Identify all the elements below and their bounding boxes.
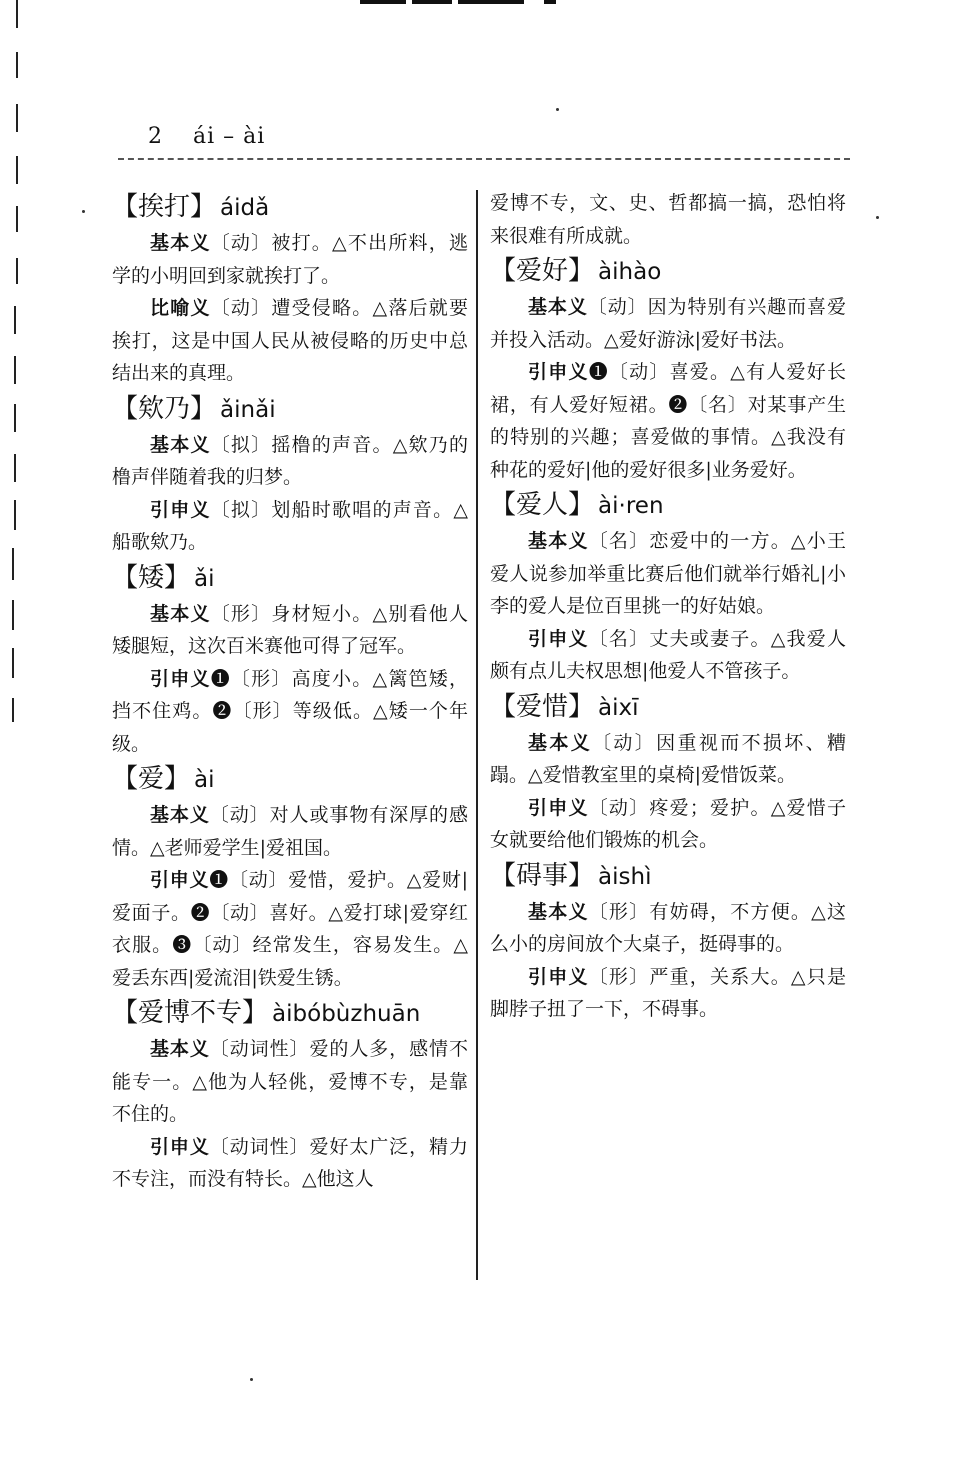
dictionary-entry bbox=[112, 188, 468, 390]
entry-pinyin: áidǎ bbox=[220, 195, 270, 221]
left-column bbox=[112, 188, 468, 1196]
column-divider bbox=[476, 190, 478, 1280]
page-header bbox=[148, 124, 265, 149]
page-number: 2 bbox=[148, 124, 163, 149]
entry-sense: 基本义〔形〕有妨碍，不方便。△这么小的房间放个大桌子，挺碍事的。 bbox=[490, 900, 846, 955]
entry-pinyin: ǎinǎi bbox=[220, 396, 276, 423]
entry-headword: 【爱惜】 àixī bbox=[490, 691, 639, 722]
dictionary-entry bbox=[490, 252, 846, 486]
entry-pinyin: àihào bbox=[598, 259, 662, 285]
entry-headword: 【爱博不专】 àibóbùzhuān bbox=[112, 998, 421, 1028]
right-column bbox=[490, 187, 846, 1026]
entry-headword: 【爱人】 ài·ren bbox=[490, 490, 664, 520]
entry-sense: 基本义〔名〕恋爱中的一方。△小王爱人说参加举重比赛后他们就举行婚礼|小李的爱人是位百里挑一的好姑娘。 bbox=[490, 530, 846, 617]
entry-sense: 基本义〔拟〕摇橹的声音。△欸乃的橹声伴随着我的归梦。 bbox=[112, 433, 468, 488]
entry-pinyin: àixī bbox=[598, 694, 639, 721]
scan-speck bbox=[876, 216, 879, 219]
entry-sense: 基本义〔动〕因重视而不损坏、糟蹋。△爱惜教室里的桌椅|爱惜饭菜。 bbox=[490, 731, 846, 786]
entry-headword: 【碍事】 àishì bbox=[490, 860, 652, 891]
entry-sense: 基本义〔动词性〕爱的人多，感情不能专一。△他为人轻佻，爱博不专，是靠不住的。 bbox=[112, 1038, 468, 1125]
dictionary-entry bbox=[112, 994, 468, 1196]
entry-headword: 【爱】 ài bbox=[112, 764, 215, 794]
entry-pinyin: ǎi bbox=[194, 565, 215, 592]
dictionary-entry bbox=[112, 559, 468, 761]
scan-speck bbox=[250, 1378, 253, 1381]
scan-speck bbox=[556, 108, 559, 111]
entry-sense: 引申义❶〔形〕高度小。△篱笆矮，挡不住鸡。❷〔形〕等级低。△矮一个年级。 bbox=[112, 667, 468, 755]
entry-sense: 引申义〔名〕丈夫或妻子。△我爱人颇有点儿夫权思想|他爱人不管孩子。 bbox=[490, 627, 846, 682]
entry-sense: 引申义❶〔动〕爱惜，爱护。△爱财|爱面子。❷〔动〕喜好。△爱打球|爱穿红衣服。❸〔动〕经常发生，容易发生。△爱丢东西|爱流泪|铁爱生锈。 bbox=[112, 869, 468, 989]
entry-sense: 引申义〔拟〕划船时歌唱的声音。△船歌欸乃。 bbox=[112, 498, 468, 553]
entry-sense: 引申义〔动〕疼爱；爱护。△爱惜子女就要给他们锻炼的机会。 bbox=[490, 796, 846, 851]
header-rule bbox=[118, 158, 850, 160]
entry-headword: 【挨打】 áidǎ bbox=[112, 192, 270, 222]
scan-margin-marks bbox=[14, 0, 20, 760]
dictionary-entry bbox=[112, 760, 468, 994]
entry-sense: 引申义❶〔动〕喜爱。△有人爱好长裙，有人爱好短裙。❷〔名〕对某事产生的特别的兴趣；喜爱做的事情。△我没有种花的爱好|他的爱好很多|业务爱好。 bbox=[490, 361, 846, 481]
entry-continuation: 爱博不专，文、史、哲都搞一搞，恐怕将来很难有所成就。 bbox=[490, 192, 846, 247]
scan-top-edge-marks bbox=[360, 0, 556, 4]
entry-pinyin: àishì bbox=[598, 863, 652, 890]
entry-sense: 引申义〔形〕严重，关系大。△只是脚脖子扭了一下，不碍事。 bbox=[490, 965, 846, 1020]
entry-pinyin: ài bbox=[194, 767, 215, 793]
entry-sense: 引申义〔动词性〕爱好太广泛，精力不专注，而没有特长。△他这人 bbox=[112, 1135, 468, 1190]
entry-headword: 【矮】 ǎi bbox=[112, 562, 215, 593]
entry-sense: 基本义〔动〕被打。△不出所料，逃学的小明回到家就挨打了。 bbox=[112, 232, 468, 287]
entry-sense: 基本义〔动〕因为特别有兴趣而喜爱并投入活动。△爱好游泳|爱好书法。 bbox=[490, 296, 846, 351]
entry-headword: 【爱好】 àihào bbox=[490, 256, 662, 286]
page-pinyin-range: ái – ài bbox=[193, 124, 266, 149]
dictionary-entry bbox=[490, 857, 846, 1026]
entry-pinyin: àibóbùzhuān bbox=[272, 1001, 421, 1027]
entry-sense: 基本义〔形〕身材短小。△别看他人矮腿短，这次百米赛他可得了冠军。 bbox=[112, 602, 468, 657]
entry-sense: 比喻义〔动〕遭受侵略。△落后就要挨打，这是中国人民从被侵略的历史中总结出来的真理。 bbox=[112, 297, 468, 384]
entry-sense: 基本义〔动〕对人或事物有深厚的感情。△老师爱学生|爱祖国。 bbox=[112, 804, 468, 859]
dictionary-entry bbox=[112, 390, 468, 559]
entry-headword: 【欸乃】 ǎinǎi bbox=[112, 393, 276, 424]
dictionary-entry bbox=[490, 688, 846, 857]
scan-speck bbox=[82, 210, 85, 213]
dictionary-entry bbox=[490, 486, 846, 688]
entry-pinyin: ài·ren bbox=[598, 493, 664, 519]
